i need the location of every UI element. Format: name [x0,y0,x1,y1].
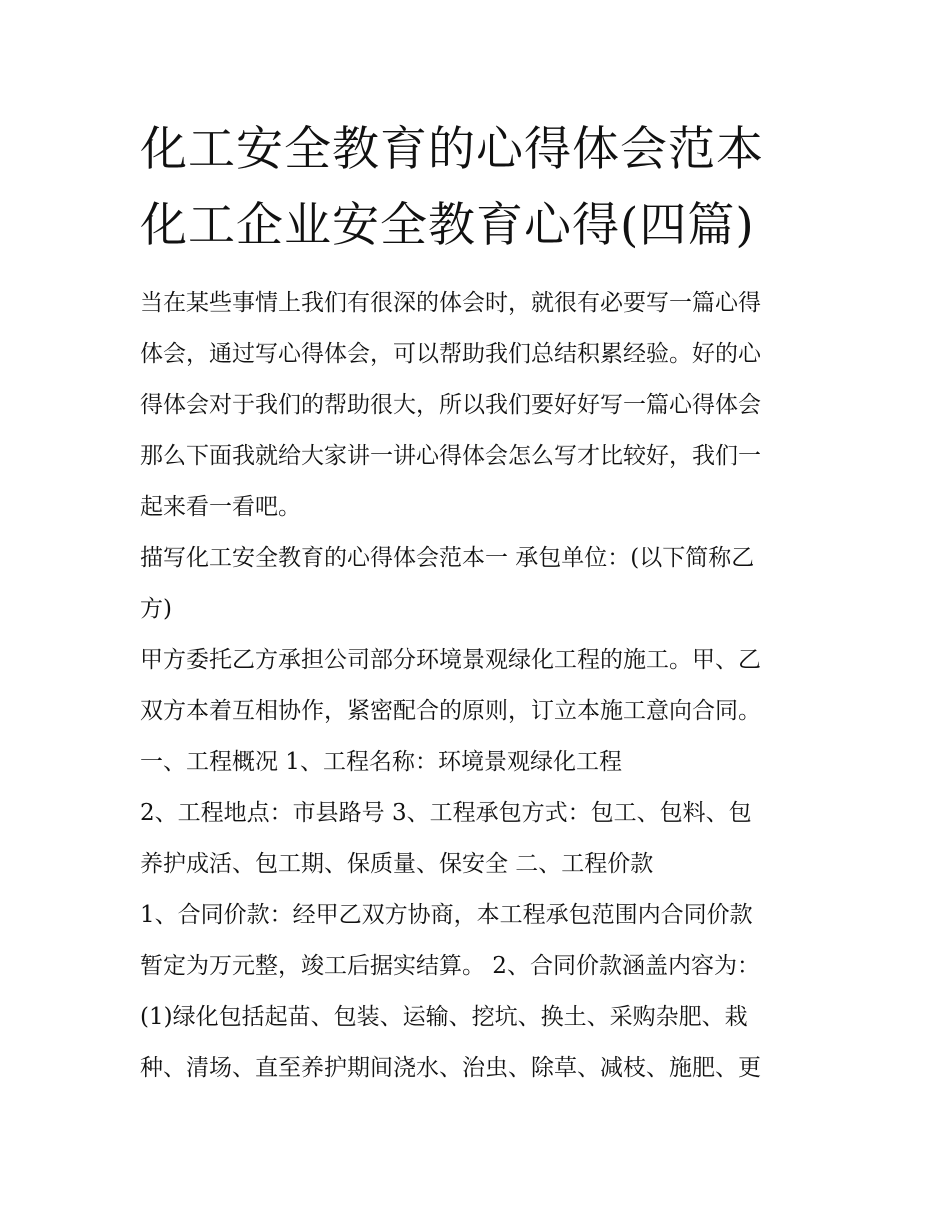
text-line-16: 种、清场、直至养护期间浇水、治虫、除草、减枝、施肥、更 [140,1055,761,1081]
text-line-1: 当在某些事情上我们有很深的体会时，就很有必要写一篇心得 [140,290,761,316]
text-line-2: 体会，通过写心得体会，可以帮助我们总结积累经验。好的心 [140,341,761,367]
text-line-5: 起来看一看吧。 [140,494,301,520]
title-line-2: 化工企业安全教育心得(四篇) [140,198,755,253]
title-line-1: 化工安全教育的心得体会范本 [140,122,764,177]
text-line-13: 1、合同价款：经甲乙双方协商，本工程承包范围内合同价款 [140,902,753,928]
text-line-10: 一、工程概况 1、工程名称：环境景观绿化工程 [140,749,622,775]
text-line-7: 方) [140,596,172,622]
document-page [140,112,820,1094]
document-body [140,278,820,1094]
text-line-12: 养护成活、包工期、保质量、保安全 二、工程价款 [140,851,654,877]
text-line-9: 双方本着互相协作，紧密配合的原则，订立本施工意向合同。 [140,698,761,724]
text-line-8: 甲方委托乙方承担公司部分环境景观绿化工程的施工。甲、乙 [140,647,761,673]
text-line-6: 描写化工安全教育的心得体会范本一 承包单位：(以下简称乙 [140,545,755,571]
text-line-4: 那么下面我就给大家讲一讲心得体会怎么写才比较好，我们一 [140,443,761,469]
text-line-3: 得体会对于我们的帮助很大，所以我们要好好写一篇心得体会 [140,392,761,418]
text-line-11: 2、工程地点：市县路号 3、工程承包方式：包工、包料、包 [140,800,752,826]
document-title [140,112,820,264]
text-line-15: (1)绿化包括起苗、包装、运输、挖坑、换土、采购杂肥、栽 [140,1004,748,1030]
text-line-14: 暂定为万元整，竣工后据实结算。 2、合同价款涵盖内容为： [140,953,760,979]
